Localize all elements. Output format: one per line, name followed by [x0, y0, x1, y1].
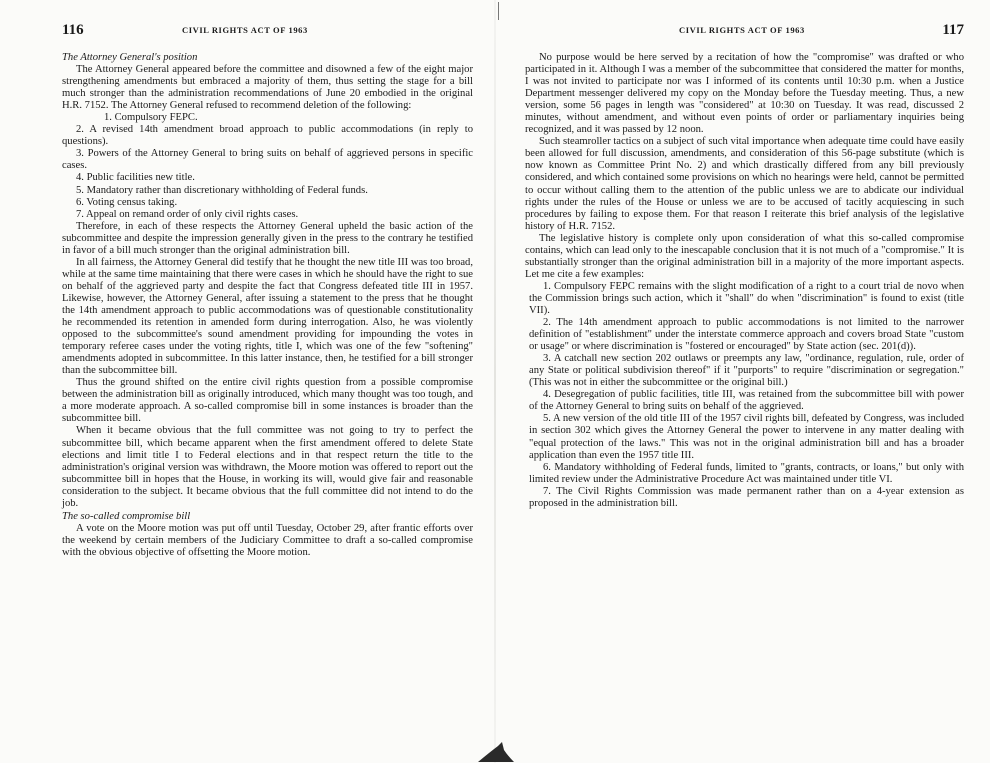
right-page: [495, 0, 990, 763]
list-item: 4. Desegregation of public facilities, title III, was retained from the subcommittee bill with power of the Attorney General to bring suits on behalf of the aggrieved.: [529, 389, 964, 413]
list-item: 7. Appeal on remand order of only civil rights cases.: [76, 208, 299, 220]
left-page-header: [62, 22, 473, 44]
list-item: 4. Public facilities new title.: [76, 172, 195, 184]
paragraph: Thus the ground shifted on the entire civil rights question from a possible compromise between the administration bill as originally introduced, which many thought was too tough, and a more moderate approach. A so-called compromise bill in some instances is broader than the subcommittee bill.: [62, 377, 473, 425]
running-head: CIVIL RIGHTS ACT OF 1963: [182, 25, 308, 35]
list-item: 1. Compulsory FEPC.: [104, 112, 198, 124]
page-number: 117: [942, 22, 964, 38]
list-item: 3. A catchall new section 202 outlaws or preempts any law, "ordinance, regulation, rule, order of any State or political subdivision thereof" if it "purports" to require "discrimination or segregation." (This was not in either the subcommittee or the original bill.): [529, 353, 964, 389]
list-item: 2. A revised 14th amendment broad approach to public accommodations (in reply to questions).: [62, 124, 473, 148]
paragraph: No purpose would be here served by a recitation of how the "compromise" was drafted or who participated in it. Although I was a member of the subcommittee that considered the matter for months, I was not invited to participate nor was I informed of its contents until 10:30 p.m. when a Justice Department messenger delivered my copy on the Monday before the Tuesday meeting. Thus, a new version, some 56 pages in length was "considered" at 10:30 on Tuesday. It was read, discussed 2 minutes, without amendment, and without even points of order or parliamentary inquiries being recognized, and it was passed by 12 noon.: [525, 52, 964, 136]
paragraph: The legislative history is complete only upon consideration of what this so-called compromise contains, which can lead only to the inescapable conclusion that it is not much of a "compromise." It is substantially stronger than the original administration bill in a majority of the more important aspects. Let me cite a few examples:: [525, 232, 964, 280]
list-item: 1. Compulsory FEPC remains with the slight modification of a right to a court trial de novo when the Commission brings such action, which it "shall" do when "discrimination" is found to exist (title VII).: [529, 280, 964, 316]
list-item: 6. Mandatory withholding of Federal funds, limited to "grants, contracts, or loans," but only with limited review under the Administrative Procedure Act was maintained under title VI.: [529, 461, 964, 485]
paragraph: The Attorney General appeared before the committee and disowned a few of the eight major strengthening amendments but embraced a majority of them, thus setting the stage for a bill much stronger than the administration recommendations of June 20 embodied in the original H.R. 7152. The Attorney General refused to recommend deletion of the following:: [62, 64, 473, 112]
paragraph: Therefore, in each of these respects the Attorney General upheld the basic action of the subcommittee and despite the impression generally given in the press to the contrary he testified in favor of a bill much stronger than the original administration bill.: [62, 220, 473, 256]
paragraph: When it became obvious that the full committee was not going to try to perfect the subcommittee bill, which became apparent when the first amendment offered to delete State elections and limit title I to Federal elections and in that respect return the title to the administration's original version was withdrawn, the Moore motion was offered to report out the subcommittee bill in hopes that the House, in working its will, would give fair and reasonable consideration to the subject. It became obvious that the full committee did not intend to do the job.: [62, 425, 473, 509]
page-number: 116: [62, 22, 84, 38]
list-item: 2. The 14th amendment approach to public accommodations is not limited to the narrower definition of "establishment" under the interstate commerce approach and covers broad State "custom or usage" or where discrimination is "fostered or encouraged" by State action (sec. 201(d)).: [529, 317, 964, 353]
paragraph: Such steamroller tactics on a subject of such vital importance when adequate time could have easily been allowed for full discussion, amendments, and consideration of this 56-page substitute (which is now known as Committee Print No. 2) and which drastically differed from any bill previously considered, and which contained some provisions on which no hearings were held, cannot be permitted to occur without calling them to the attention of the public unless we are to abdicate our individual rights under the rules of the House or unless we are to be accused of tacitly acquiescing in such procedures by failing to expose them. For that reason I reiterate this brief analysis of the legislative history of H.R. 7152.: [525, 136, 964, 232]
list-item: 5. A new version of the old title III of the 1957 civil rights bill, defeated by Congress, was included in section 302 which gives the Attorney General the power to intervene in any matter dealing with "equal protection of the laws." This was not in the original administration bill and has a broader application than even the 1957 title III.: [529, 413, 964, 461]
list-item: 3. Powers of the Attorney General to bring suits on behalf of aggrieved persons in specific cases.: [62, 148, 473, 172]
right-page-body: [525, 52, 964, 510]
paragraph: A vote on the Moore motion was put off until Tuesday, October 29, after frantic efforts over the weekend by certain members of the Judiciary Committee to draft a so-called compromise with the obvious objective of offsetting the Moore motion.: [62, 522, 473, 558]
paragraph: In all fairness, the Attorney General did testify that he thought the new title III was too broad, while at the same time maintaining that there were cases in which he should have the right to sue on behalf of the aggrieved party and despite the fact that Congress defeated title III in 1957. Likewise, however, the Attorney General, after issuing a statement to the press that he thought the 14th amendment approach to public accommodations was of questionable constitutionality he recommended its retention in amended form during interrogation. Also, he was violently opposed to the subcommittee's sound amendment providing for impounding the votes in temporary referee cases under the voting rights, title I, which was one of the few "softening" amendments adopted in subcommittee. In this latter instance, then, he testified for a bill stronger than the subcommittee bill.: [62, 256, 473, 377]
list-item: 7. The Civil Rights Commission was made permanent rather than on a 4-year extension as proposed in the administration bill.: [529, 485, 964, 509]
section-title: The Attorney General's position: [62, 52, 198, 63]
left-page-body: [62, 52, 473, 559]
list-item: 6. Voting census taking.: [76, 196, 178, 208]
running-head: CIVIL RIGHTS ACT OF 1963: [679, 25, 805, 35]
list-item: 5. Mandatory rather than discretionary withholding of Federal funds.: [76, 184, 368, 196]
right-page-header: [525, 22, 964, 44]
section-title: The so-called compromise bill: [62, 510, 191, 522]
